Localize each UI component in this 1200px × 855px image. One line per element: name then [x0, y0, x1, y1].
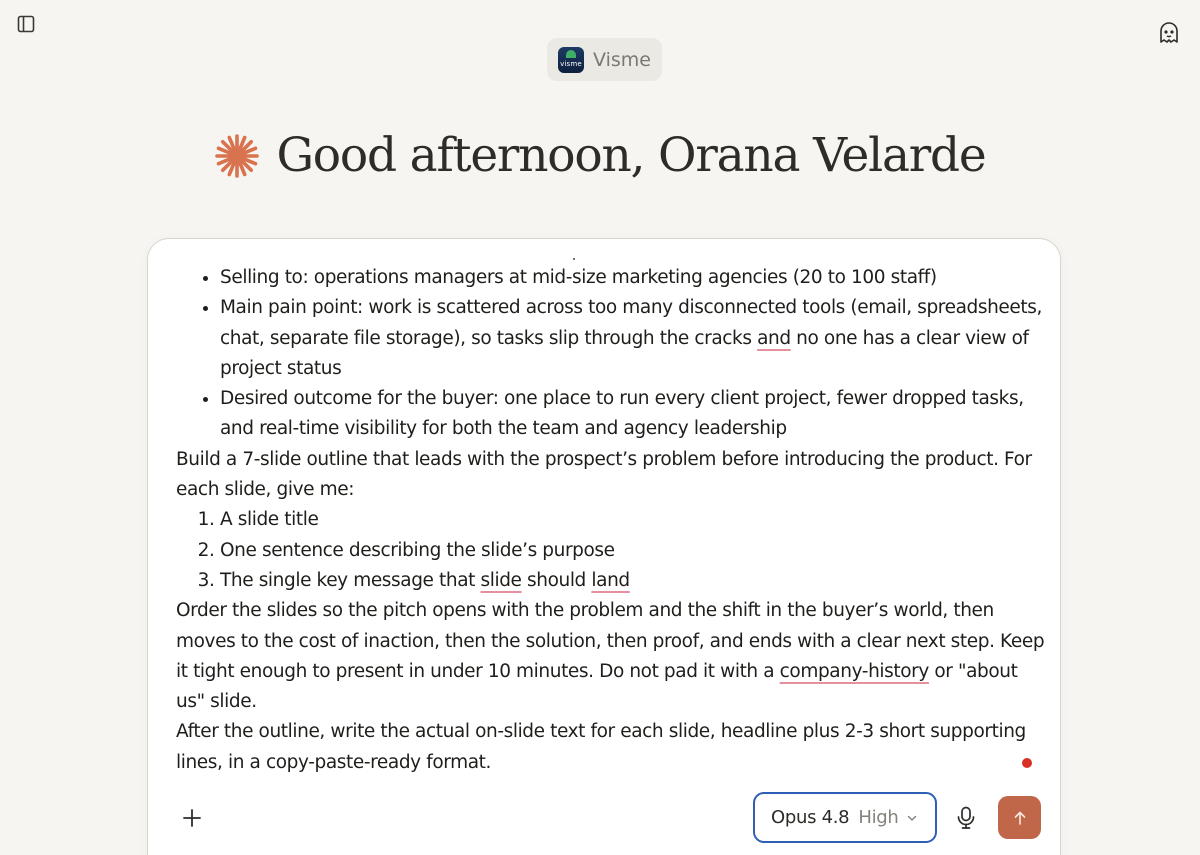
- spellcheck-flag: company-history: [779, 660, 929, 682]
- sparkle-icon: [214, 133, 260, 179]
- message-composer[interactable]: [147, 238, 1061, 855]
- connected-app-chip[interactable]: [547, 38, 662, 81]
- requirement-item: 3. The single key message that slide should land: [220, 566, 1046, 596]
- bullet-audience: • Selling to: operations managers at mid-size marketing agencies (20 to 100 staff): [220, 263, 1046, 293]
- greeting-text: Good afternoon, Orana Velarde: [276, 128, 986, 183]
- greeting: [0, 128, 1200, 183]
- plus-icon: [182, 808, 202, 828]
- prompt-intro: Build a 7-slide outline that leads with the prospect’s problem before introducing the product. For each slide, give me:: [176, 448, 1032, 501]
- visme-logo-icon: visme: [558, 47, 584, 73]
- bullet-outcome: • Desired outcome for the buyer: one place to run every client project, fewer dropped tasks, and real-time visibility for both the team and agency leadership: [220, 384, 1046, 445]
- send-button[interactable]: [998, 796, 1041, 839]
- spellcheck-flag: and: [757, 327, 791, 349]
- prompt-input[interactable]: [176, 263, 1046, 778]
- chevron-down-icon: [906, 812, 918, 824]
- microphone-icon: [956, 806, 976, 830]
- bullet-pain-point: • Main pain point: work is scattered across too many disconnected tools (email, spreadsheets, chat, separate file storage), so tasks slip through the cracks and no one has a clear view of project status: [220, 293, 1046, 384]
- incognito-ghost-icon[interactable]: [1156, 20, 1182, 46]
- requirement-item: 2. One sentence describing the slide’s purpose: [220, 536, 1046, 566]
- context-bullets: [176, 263, 1046, 445]
- add-attachment-button[interactable]: [179, 805, 205, 831]
- connected-app-name: Visme: [593, 48, 651, 71]
- text-caret: [573, 258, 575, 260]
- microphone-button[interactable]: [953, 804, 979, 832]
- recording-indicator: [1022, 758, 1032, 768]
- model-selector[interactable]: [753, 792, 937, 843]
- spellcheck-flag: land: [591, 569, 630, 591]
- model-name: Opus 4.8: [771, 807, 850, 828]
- effort-level: High: [858, 807, 899, 828]
- slide-requirements: [176, 505, 1046, 596]
- spellcheck-flag: slide: [480, 569, 522, 591]
- requirement-item: 1. A slide title: [220, 505, 1046, 535]
- sidebar-toggle-icon[interactable]: [14, 12, 38, 36]
- arrow-up-icon: [1012, 810, 1028, 826]
- prompt-order: Order the slides so the pitch opens with the problem and the shift in the buyer’s world, then moves to the cost of inaction, then the solution, then proof, and ends with a clear next step. Keep it tight enough to present in under 10 minutes. Do not pad it with a company-history or "about us" slide.: [176, 600, 1045, 713]
- prompt-final: After the outline, write the actual on-slide text for each slide, headline plus 2-3 short supporting lines, in a copy-paste-ready format.: [176, 721, 1026, 773]
